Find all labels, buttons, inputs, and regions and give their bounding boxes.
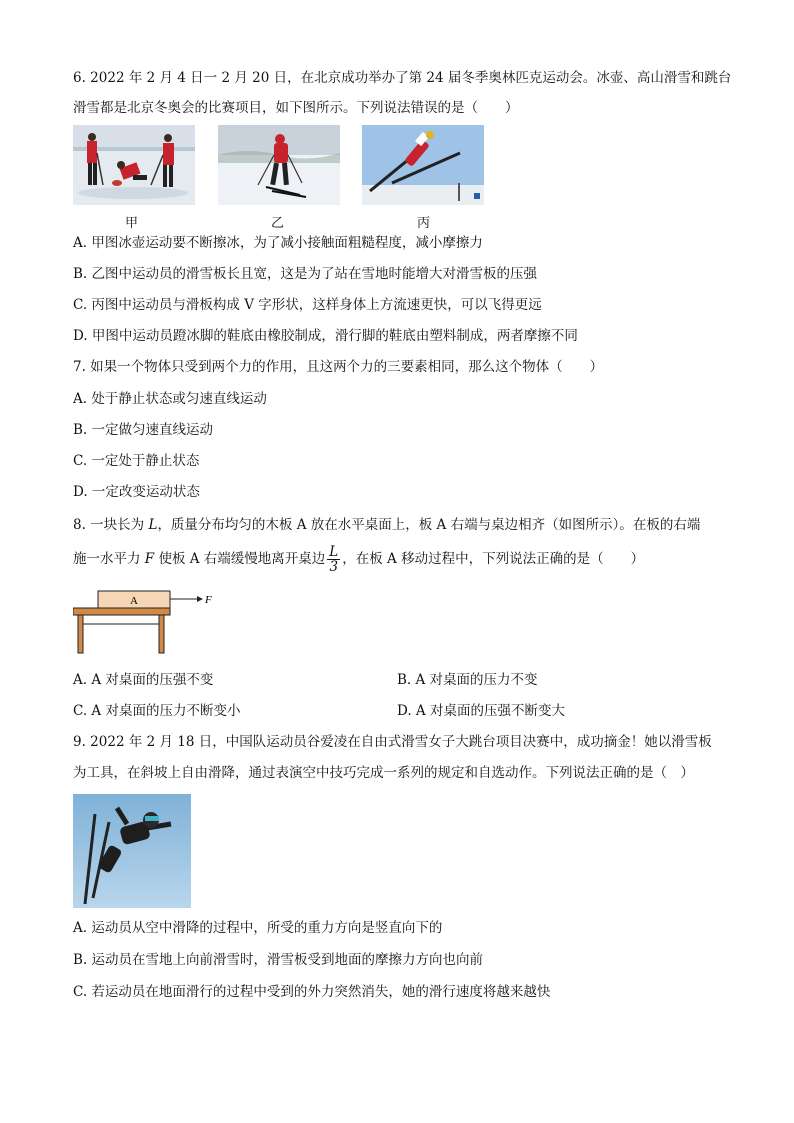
q9-option-a[interactable]: A. 运动员从空中滑降的过程中，所受的重力方向是竖直向下的 (73, 920, 443, 936)
photo-curling (73, 125, 195, 205)
q8-option-b[interactable]: B. A 对桌面的压力不变 (397, 672, 538, 688)
q9-option-b[interactable]: B. 运动员在雪地上向前滑雪时，滑雪板受到地面的摩擦力方向也向前 (73, 952, 484, 968)
board-label: A (130, 595, 138, 607)
q7-stem: 7. 如果一个物体只受到两个力的作用，且这两个力的三要素相同，那么这个物体（ ） (73, 359, 604, 375)
q8-stem-line2: 施一水平力 F 使板 A 右端缓慢地离开桌边 $\frac{L}{3}$ ，在板 A 移动过程中，下列说法正确的是（ ） (73, 544, 645, 575)
q8-option-a[interactable]: A. A 对桌面的压强不变 (73, 672, 214, 688)
q7-option-a[interactable]: A. 处于静止状态或匀速直线运动 (73, 391, 267, 407)
q7-option-d[interactable]: D. 一定改变运动状态 (73, 484, 200, 500)
caption-jia: 甲 (125, 216, 139, 231)
caption-bing: 丙 (417, 216, 431, 231)
fraction-l-over-3: $\frac{L}{3}$ (329, 544, 339, 575)
q8-stem-line1: 8. 一块长为 L，质量分布均匀的木板 A 放在水平桌面上，板 A 右端与桌边相齐（如图所示）。在板的右端 (73, 517, 701, 533)
q6-stem-line1: 6. 2022 年 2 月 4 日一 2 月 20 日，在北京成功举办了第 24 届冬季奥林匹克运动会。冰壶、高山滑雪和跳台 (73, 70, 732, 86)
q8-option-d[interactable]: D. A 对桌面的压强不断变大 (397, 703, 565, 719)
q6-option-a[interactable]: A. 甲图冰壶运动要不断擦冰，为了减小接触面粗糙程度，减小摩擦力 (73, 235, 483, 251)
q7-option-c[interactable]: C. 一定处于静止状态 (73, 453, 200, 469)
q9-option-c[interactable]: C. 若运动员在地面滑行的过程中受到的外力突然消失，她的滑行速度将越来越快 (73, 984, 551, 1000)
q8-option-c[interactable]: C. A 对桌面的压力不断变小 (73, 703, 241, 719)
table-board-figure (73, 588, 233, 656)
force-label: F (205, 594, 212, 606)
q9-stem-line2: 为工具，在斜坡上自由滑降，通过表演空中技巧完成一系列的规定和自选动作。下列说法正确的是（ ） (73, 765, 694, 781)
q6-option-c[interactable]: C. 丙图中运动员与滑板构成 V 字形状，这样身体上方流速更快，可以飞得更远 (73, 297, 542, 313)
photo-ski-jumping (362, 125, 484, 205)
photo-freestyle-skier (73, 794, 191, 908)
q6-stem-line2: 滑雪都是北京冬奥会的比赛项目，如下图所示。下列说法错误的是（ ） (73, 100, 519, 116)
q6-option-b[interactable]: B. 乙图中运动员的滑雪板长且宽，这是为了站在雪地时能增大对滑雪板的压强 (73, 266, 538, 282)
q7-option-b[interactable]: B. 一定做匀速直线运动 (73, 422, 214, 438)
q6-option-d[interactable]: D. 甲图中运动员蹬冰脚的鞋底由橡胶制成，滑行脚的鞋底由塑料制成，两者摩擦不同 (73, 328, 578, 344)
photo-alpine-skiing (218, 125, 340, 205)
q9-stem-line1: 9. 2022 年 2 月 18 日，中国队运动员谷爱凌在自由式滑雪女子大跳台项目决赛中，成功摘金！她以滑雪板 (73, 734, 712, 750)
caption-yi: 乙 (271, 216, 285, 231)
